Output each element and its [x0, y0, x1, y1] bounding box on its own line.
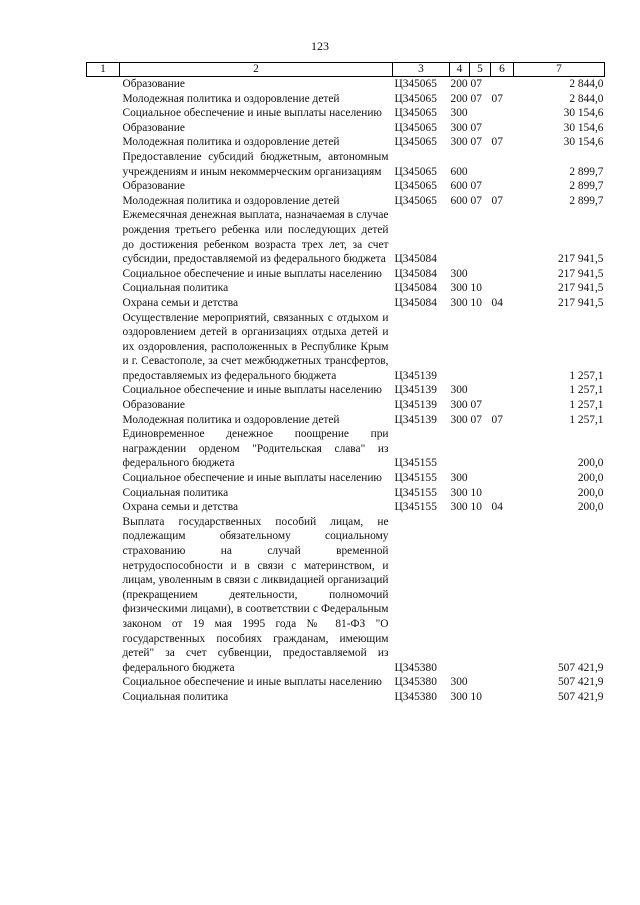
subsection-cell: 07: [491, 136, 503, 149]
amount-cell: 30 154,6: [563, 107, 604, 120]
target-code-cell: Ц345065: [394, 92, 437, 105]
table-row: [87, 296, 605, 311]
target-code-cell: Ц345084: [394, 253, 437, 266]
table-row: [87, 281, 605, 296]
item-name-cell: Выплата государственных пособий лицам, не подлежащим обязательному социальному страхованию на случай временной нетрудоспособности и в связи с материнством, и лицам, уволенным в связи с ликвидацией организаций (прекращением деятельности, полномочий физическими лицами), в соответствии с Федеральным законом от 19 мая 1995 года № 81-ФЗ "О государственных пособиях гражданам, имеющим детей" за счет субвенции, предоставляемой из федерального бюджета: [122, 515, 389, 674]
subsection-cell: [491, 179, 514, 194]
amount-cell: 217 941,5: [557, 296, 604, 309]
target-code-cell: Ц345084: [394, 267, 437, 280]
expense-type-cell: 300: [450, 501, 468, 514]
amount-cell: 507 421,9: [557, 676, 604, 689]
table-row: [87, 413, 605, 428]
section-cell: 07: [470, 92, 482, 105]
row-index-cell: [87, 194, 120, 209]
section-cell: [470, 106, 491, 121]
table-row: [87, 690, 605, 705]
target-code-cell: Ц345065: [394, 121, 437, 134]
row-index-cell: [87, 296, 120, 311]
expense-type-cell: 600: [450, 194, 468, 207]
section-cell: 07: [470, 180, 482, 193]
amount-cell: 2 899,7: [569, 180, 604, 193]
column-header: 3: [393, 63, 450, 77]
expense-type-cell: 300: [450, 282, 468, 295]
section-cell: [470, 515, 491, 676]
subsection-cell: [491, 208, 514, 266]
section-cell: [470, 311, 491, 384]
item-name-cell: Образование: [122, 180, 185, 193]
budget-table: [86, 62, 605, 705]
amount-cell: 2 899,7: [569, 165, 604, 178]
table-row: [87, 471, 605, 486]
target-code-cell: Ц345139: [394, 369, 437, 382]
section-cell: 10: [470, 486, 482, 499]
subsection-cell: [491, 311, 514, 384]
row-index-cell: [87, 150, 120, 179]
item-name-cell: Социальное обеспечение и иные выплаты населению: [122, 384, 382, 397]
expense-type-cell: [450, 515, 470, 676]
item-name-cell: Социальное обеспечение и иные выплаты населению: [122, 267, 382, 280]
target-code-cell: Ц345065: [394, 165, 437, 178]
section-cell: 10: [470, 296, 482, 309]
amount-cell: 30 154,6: [563, 136, 604, 149]
amount-cell: 217 941,5: [557, 282, 604, 295]
amount-cell: 30 154,6: [563, 121, 604, 134]
item-name-cell: Единовременное денежное поощрение при награждении орденом "Родительская слава" из федерального бюджета: [122, 428, 389, 470]
column-header: 4: [450, 63, 470, 77]
item-name-cell: Осуществление мероприятий, связанных с отдыхом и оздоровлением детей в организациях отдыха детей и их оздоровления, расположенных в Республике Крым и г. Севастополе, за счет межбюджетных трансфертов, предоставляемых из федерального бюджета: [122, 311, 389, 382]
target-code-cell: Ц345065: [394, 136, 437, 149]
item-name-cell: Социальная политика: [122, 282, 229, 295]
expense-type-cell: 300: [450, 267, 468, 280]
target-code-cell: Ц345380: [394, 661, 437, 674]
item-name-cell: Охрана семьи и детства: [122, 501, 238, 514]
subsection-cell: [491, 383, 514, 398]
section-cell: 10: [470, 690, 482, 703]
row-index-cell: [87, 398, 120, 413]
target-code-cell: Ц345065: [394, 180, 437, 193]
row-index-cell: [87, 121, 120, 136]
subsection-cell: [491, 150, 514, 179]
item-name-cell: Социальное обеспечение и иные выплаты населению: [122, 472, 382, 485]
target-code-cell: Ц345155: [394, 501, 437, 514]
subsection-cell: [491, 121, 514, 136]
expense-type-cell: 300: [450, 676, 468, 689]
table-row: [87, 398, 605, 413]
expense-type-cell: 300: [450, 413, 468, 426]
row-index-cell: [87, 208, 120, 266]
expense-type-cell: [450, 311, 470, 384]
table-row: [87, 675, 605, 690]
item-name-cell: Молодежная политика и оздоровление детей: [122, 413, 340, 426]
column-header: 7: [514, 63, 605, 77]
table-row: [87, 208, 605, 266]
column-header: 2: [120, 63, 393, 77]
row-index-cell: [87, 413, 120, 428]
amount-cell: 1 257,1: [569, 384, 604, 397]
table-row: [87, 267, 605, 282]
target-code-cell: Ц345139: [394, 399, 437, 412]
item-name-cell: Предоставление субсидий бюджетным, автономным учреждениям и иным некоммерческим организациям: [122, 150, 389, 178]
item-name-cell: Образование: [122, 121, 185, 134]
expense-type-cell: 600: [450, 180, 468, 193]
target-code-cell: Ц345139: [394, 384, 437, 397]
row-index-cell: [87, 500, 120, 515]
subsection-cell: [491, 690, 514, 705]
item-name-cell: Молодежная политика и оздоровление детей: [122, 194, 340, 207]
expense-type-cell: 600: [450, 165, 468, 178]
subsection-cell: [491, 427, 514, 471]
expense-type-cell: 300: [450, 690, 468, 703]
expense-type-cell: 300: [450, 472, 468, 485]
target-code-cell: Ц345155: [394, 486, 437, 499]
expense-type-cell: 200: [450, 92, 468, 105]
row-index-cell: [87, 267, 120, 282]
table-row: [87, 179, 605, 194]
section-cell: [470, 208, 491, 266]
column-header: 6: [491, 63, 514, 77]
amount-cell: 200,0: [577, 472, 604, 485]
table-row: [87, 515, 605, 676]
target-code-cell: Ц345065: [394, 107, 437, 120]
subsection-cell: 07: [491, 194, 503, 207]
section-cell: 10: [470, 501, 482, 514]
row-index-cell: [87, 92, 120, 107]
subsection-cell: [491, 106, 514, 121]
section-cell: 07: [470, 78, 482, 90]
subsection-cell: [491, 515, 514, 676]
target-code-cell: Ц345155: [394, 472, 437, 485]
expense-type-cell: 300: [450, 486, 468, 499]
subsection-cell: 07: [491, 92, 503, 105]
table-row: [87, 194, 605, 209]
amount-cell: 2 844,0: [569, 78, 604, 90]
table-row: [87, 121, 605, 136]
subsection-cell: [491, 77, 514, 92]
subsection-cell: [491, 267, 514, 282]
expense-type-cell: 300: [450, 296, 468, 309]
target-code-cell: Ц345155: [394, 457, 437, 470]
table-row: [87, 92, 605, 107]
table-row: [87, 500, 605, 515]
row-index-cell: [87, 281, 120, 296]
row-index-cell: [87, 515, 120, 676]
amount-cell: 507 421,9: [557, 661, 604, 674]
subsection-cell: [491, 471, 514, 486]
item-name-cell: Молодежная политика и оздоровление детей: [122, 136, 340, 149]
section-cell: [470, 150, 491, 179]
section-cell: 07: [470, 413, 482, 426]
table-row: [87, 427, 605, 471]
table-body: [87, 77, 605, 705]
amount-cell: 2 844,0: [569, 92, 604, 105]
item-name-cell: Социальное обеспечение и иные выплаты населению: [122, 676, 382, 689]
expense-type-cell: 300: [450, 399, 468, 412]
amount-cell: 1 257,1: [569, 369, 604, 382]
subsection-cell: 04: [491, 296, 503, 309]
section-cell: 10: [470, 282, 482, 295]
expense-type-cell: 200: [450, 78, 468, 90]
section-cell: [470, 675, 491, 690]
subsection-cell: [491, 675, 514, 690]
section-cell: 07: [470, 121, 482, 134]
amount-cell: 1 257,1: [569, 413, 604, 426]
target-code-cell: Ц345380: [394, 676, 437, 689]
table-row: [87, 135, 605, 150]
row-index-cell: [87, 179, 120, 194]
row-index-cell: [87, 471, 120, 486]
section-cell: [470, 267, 491, 282]
row-index-cell: [87, 311, 120, 384]
table-row: [87, 486, 605, 501]
row-index-cell: [87, 690, 120, 705]
table-row: [87, 106, 605, 121]
section-cell: 07: [470, 136, 482, 149]
target-code-cell: Ц345139: [394, 413, 437, 426]
amount-cell: 200,0: [577, 501, 604, 514]
row-index-cell: [87, 486, 120, 501]
row-index-cell: [87, 77, 120, 92]
subsection-cell: 04: [491, 501, 503, 514]
row-index-cell: [87, 427, 120, 471]
target-code-cell: Ц345380: [394, 690, 437, 703]
subsection-cell: [491, 486, 514, 501]
amount-cell: 200,0: [577, 457, 604, 470]
item-name-cell: Ежемесячная денежная выплата, назначаемая в случае рождения третьего ребенка или последующих детей до достижения ребенком возраста трех лет, за счет субсидии, предоставляемой из федерального бюджета: [122, 209, 389, 266]
row-index-cell: [87, 383, 120, 398]
table-header-row: [87, 63, 605, 77]
item-name-cell: Социальное обеспечение и иные выплаты населению: [122, 107, 382, 120]
amount-cell: 507 421,9: [557, 690, 604, 703]
table-row: [87, 383, 605, 398]
row-index-cell: [87, 106, 120, 121]
expense-type-cell: 300: [450, 384, 468, 397]
target-code-cell: Ц345084: [394, 296, 437, 309]
expense-type-cell: 300: [450, 121, 468, 134]
amount-cell: 200,0: [577, 486, 604, 499]
target-code-cell: Ц345065: [394, 78, 437, 90]
expense-type-cell: [450, 427, 470, 471]
section-cell: [470, 383, 491, 398]
amount-cell: 217 941,5: [557, 267, 604, 280]
page-number: 123: [311, 39, 329, 53]
row-index-cell: [87, 675, 120, 690]
section-cell: 07: [470, 399, 482, 412]
column-header: 5: [470, 63, 491, 77]
subsection-cell: 07: [491, 413, 503, 426]
item-name-cell: Молодежная политика и оздоровление детей: [122, 92, 340, 105]
target-code-cell: Ц345084: [394, 282, 437, 295]
expense-type-cell: 300: [450, 107, 468, 120]
row-index-cell: [87, 135, 120, 150]
table-row: [87, 150, 605, 179]
amount-cell: 1 257,1: [569, 399, 604, 412]
section-cell: [470, 427, 491, 471]
table-row: [87, 311, 605, 384]
target-code-cell: Ц345065: [394, 194, 437, 207]
item-name-cell: Охрана семьи и детства: [122, 296, 238, 309]
table-row: [87, 77, 605, 92]
item-name-cell: Образование: [122, 78, 185, 90]
amount-cell: 217 941,5: [557, 253, 604, 266]
item-name-cell: Социальная политика: [122, 690, 229, 703]
subsection-cell: [491, 398, 514, 413]
amount-cell: 2 899,7: [569, 194, 604, 207]
section-cell: [470, 471, 491, 486]
section-cell: 07: [470, 194, 482, 207]
item-name-cell: Образование: [122, 399, 185, 412]
item-name-cell: Социальная политика: [122, 486, 229, 499]
expense-type-cell: [450, 208, 470, 266]
expense-type-cell: 300: [450, 136, 468, 149]
subsection-cell: [491, 281, 514, 296]
column-header: 1: [87, 63, 120, 77]
